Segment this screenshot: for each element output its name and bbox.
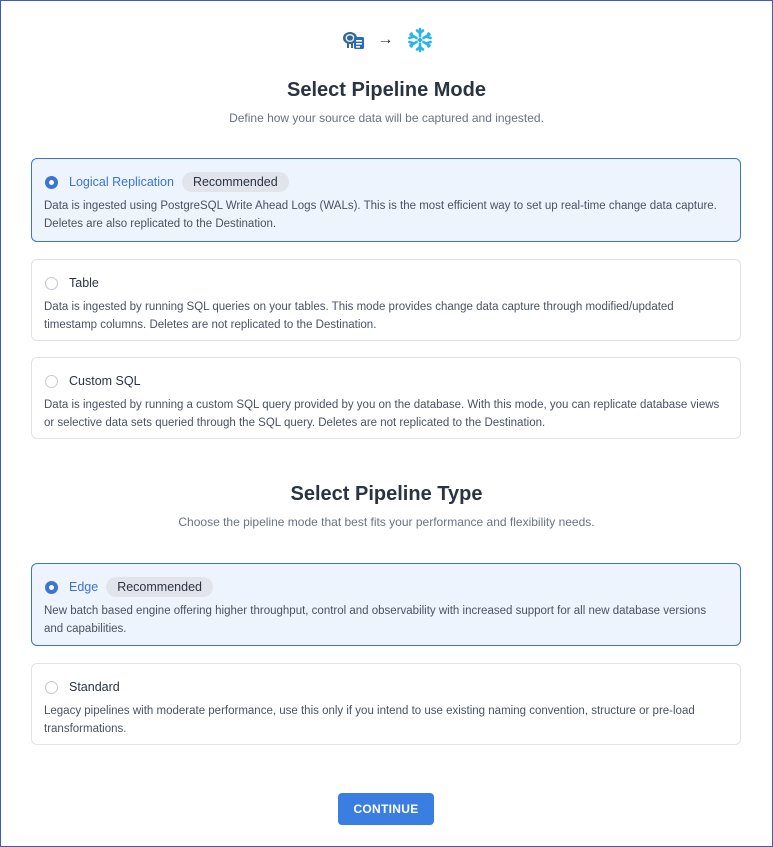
radio-button[interactable] xyxy=(45,277,58,290)
recommended-badge: Recommended xyxy=(182,172,289,192)
radio-button-checked[interactable] xyxy=(45,581,58,594)
arrow-right-icon: → xyxy=(377,31,394,48)
option-description: Data is ingested by running SQL queries on your tables. This mode provides change data capture through modified/updated timestamp columns. Deletes are not replicated to the Destination. xyxy=(44,301,674,331)
continue-button[interactable]: CONTINUE xyxy=(338,793,434,825)
radio-button-checked[interactable] xyxy=(45,176,58,189)
mode-option-custom-sql[interactable] xyxy=(31,357,741,439)
option-label: Table xyxy=(69,276,99,290)
type-option-edge[interactable] xyxy=(31,563,741,646)
snowflake-logo-icon xyxy=(406,26,434,54)
mode-option-logical-replication[interactable] xyxy=(31,158,741,242)
radio-button[interactable] xyxy=(45,375,58,388)
option-label: Edge xyxy=(69,580,99,594)
source-destination-header xyxy=(1,26,772,54)
mode-option-table[interactable] xyxy=(31,259,741,341)
option-label: Logical Replication xyxy=(69,175,174,189)
option-description: Data is ingested using PostgreSQL Write Ahead Logs (WALs). This is the most efficient way to set up real-time change data capture. Deletes are also replicated to the Destination. xyxy=(44,200,717,230)
postgresql-logo-icon xyxy=(340,27,366,53)
option-label: Standard xyxy=(69,680,120,694)
radio-button[interactable] xyxy=(45,681,58,694)
pipeline-type-subtitle: Choose the pipeline mode that best fits your performance and flexibility needs. xyxy=(178,515,595,529)
option-description: Data is ingested by running a custom SQL query provided by you on the database. With this mode, you can replicate database views or selective data sets queried through the SQL query. Deletes are not replicated to the Destination. xyxy=(44,399,720,429)
pipeline-mode-subtitle: Define how your source data will be captured and ingested. xyxy=(229,111,544,125)
option-description: Legacy pipelines with moderate performance, use this only if you intend to use existing naming convention, structure or pre-load transformations. xyxy=(44,705,695,735)
type-option-standard[interactable] xyxy=(31,663,741,745)
pipeline-type-title: Select Pipeline Type xyxy=(290,483,483,505)
recommended-badge: Recommended xyxy=(106,577,213,597)
option-label: Custom SQL xyxy=(69,374,141,388)
pipeline-mode-title: Select Pipeline Mode xyxy=(287,79,486,101)
option-description: New batch based engine offering higher throughput, control and observability with increased support for all new database versions and capabilities. xyxy=(44,605,707,635)
